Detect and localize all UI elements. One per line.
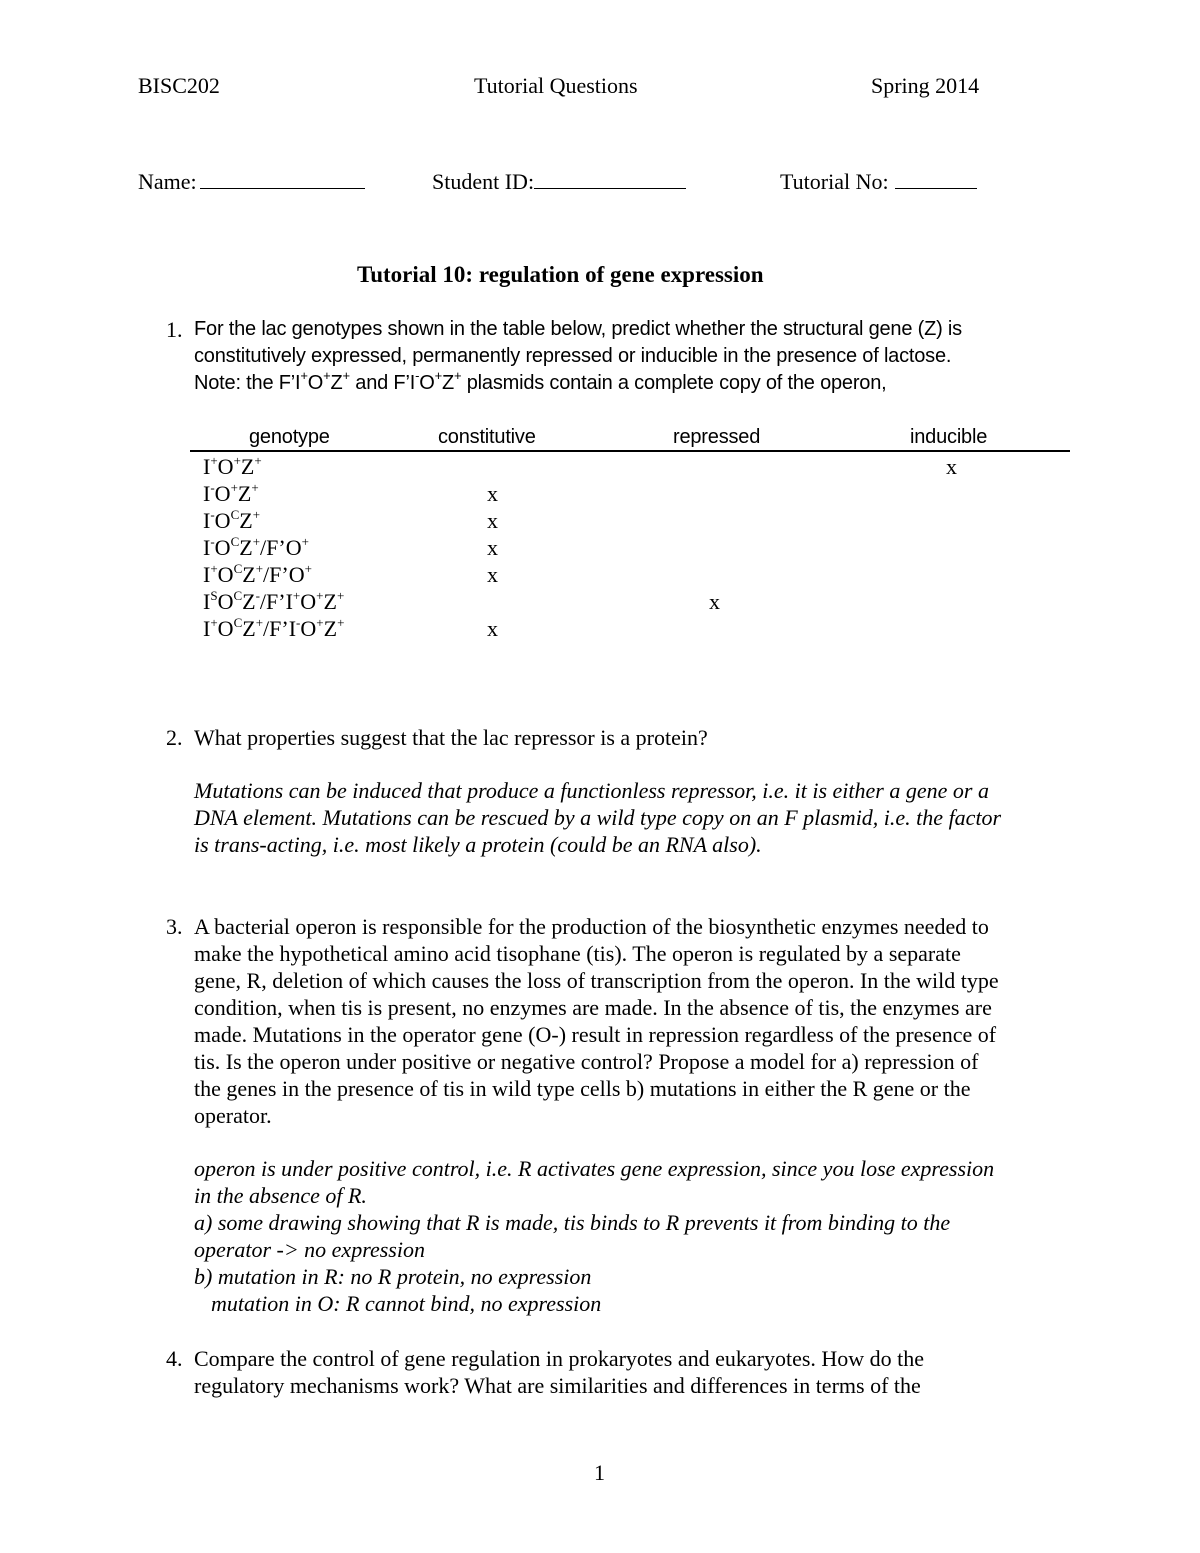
answer-line: Mutations can be induced that produce a functionless repressor, i.e. it is either a gene or a [194, 778, 989, 803]
genotype-cell: $I^+O^CZ^+/F’I^-O^+Z^+$ [203, 614, 345, 641]
question-3-line: made. Mutations in the operator gene (O-) result in repression regardless of the presence of [194, 1022, 997, 1047]
table-row [203, 452, 957, 480]
question-1-line-1: For the lac genotypes shown in the table below, predict whether the structural gene (Z) is [194, 318, 962, 340]
question-3-line: gene, R, deletion of which causes the loss of transcription from the operon. In the wild type [194, 968, 999, 993]
question-number: 4. [166, 1346, 183, 1371]
answer-line: mutation in O: R cannot bind, no expression [211, 1291, 602, 1316]
name-label: Name: [138, 169, 197, 194]
question-3-line: tis. Is the operon under positive or negative control? Propose a model for a) repression of [194, 1049, 979, 1074]
genotype-cell: I+O+Z+ [203, 452, 262, 479]
student-id-blank [534, 168, 686, 189]
page-title: Tutorial 10: regulation of gene expression [357, 262, 764, 287]
genotype-cell: $I^+O^CZ^+/F’O^+$ [203, 560, 312, 587]
constitutive-cell: x [487, 508, 498, 533]
tutorial-no-field [780, 168, 977, 195]
col-genotype: genotype [249, 426, 330, 448]
student-id-label: Student ID: [432, 169, 535, 194]
tutorial-no-blank [895, 168, 977, 189]
question-number: 1. [166, 317, 183, 342]
question-4-line: regulatory mechanisms work? What are similarities and differences in terms of the [194, 1373, 921, 1398]
question-number: 3. [166, 914, 183, 939]
question-3-line: the genes in the presence of tis in wild type cells b) mutations in either the R gene or the [194, 1076, 971, 1101]
table-row [203, 506, 498, 534]
constitutive-cell: x [487, 535, 498, 560]
answer-line: operon is under positive control, i.e. R activates gene expression, since you lose expression [194, 1156, 995, 1181]
doc-type: Tutorial Questions [474, 73, 638, 98]
inducible-cell: x [946, 454, 957, 479]
answer-line: in the absence of R. [194, 1183, 367, 1208]
col-inducible: inducible [910, 426, 988, 448]
col-constitutive: constitutive [438, 426, 536, 448]
term: Spring 2014 [871, 73, 980, 98]
question-3-line: operator. [194, 1103, 272, 1128]
question-3-line: A bacterial operon is responsible for the production of the biosynthetic enzymes needed to [194, 914, 989, 939]
answer-line: DNA element. Mutations can be rescued by a wild type copy on an F plasmid, i.e. the factor [194, 805, 1002, 830]
name-blank [200, 168, 365, 189]
constitutive-cell: x [487, 616, 498, 641]
question-number: 2. [166, 725, 183, 750]
constitutive-cell: x [487, 562, 498, 587]
question-4-line: Compare the control of gene regulation in prokaryotes and eukaryotes. How do the [194, 1346, 925, 1371]
table-row [203, 479, 498, 507]
constitutive-cell: x [487, 481, 498, 506]
table-row [203, 533, 498, 561]
question-3 [166, 913, 1066, 1323]
course-code: BISC202 [138, 73, 220, 98]
question-3-line: make the hypothetical amino acid tisophane (tis). The operon is regulated by a separate [194, 941, 961, 966]
student-id-field [432, 168, 686, 195]
genotype-table-header [190, 424, 1070, 452]
question-1-note: Note: the F’I+O+Z+ and F’I-O+Z+ plasmids contain a complete copy of the operon, [194, 368, 887, 394]
answer-line: is trans-acting, i.e. most likely a protein (could be an RNA also). [194, 832, 762, 857]
answer-line: a) some drawing showing that R is made, tis binds to R prevents it from binding to the [194, 1210, 951, 1235]
genotype-cell: $I^-O^CZ^+$ [203, 506, 261, 533]
table-row [203, 587, 720, 615]
col-repressed: repressed [673, 426, 761, 448]
repressed-cell: x [709, 589, 720, 614]
genotype-cell: $I^SO^CZ^-/F’I^+O^+Z^+$ [203, 587, 345, 614]
name-field [138, 168, 365, 195]
genotype-cell: I-O+Z+ [203, 479, 259, 506]
table-row [203, 560, 498, 588]
question-1-line-2: constitutively expressed, permanently repressed or inducible in the presence of lactose. [194, 345, 952, 367]
page-number: 1 [594, 1460, 605, 1485]
question-2-text: What properties suggest that the lac repressor is a protein? [194, 725, 708, 750]
question-2 [166, 724, 1066, 864]
tutorial-no-label: Tutorial No: [780, 169, 889, 194]
question-4 [166, 1345, 1066, 1405]
question-1 [166, 316, 1066, 406]
genotype-cell: $I^-O^CZ^+/F’O^+$ [203, 533, 309, 560]
answer-line: b) mutation in R: no R protein, no expression [194, 1264, 592, 1289]
question-3-line: condition, when tis is present, no enzymes are made. In the absence of tis, the enzymes are [194, 995, 992, 1020]
answer-line: operator -> no expression [194, 1237, 425, 1262]
table-row [203, 614, 498, 642]
